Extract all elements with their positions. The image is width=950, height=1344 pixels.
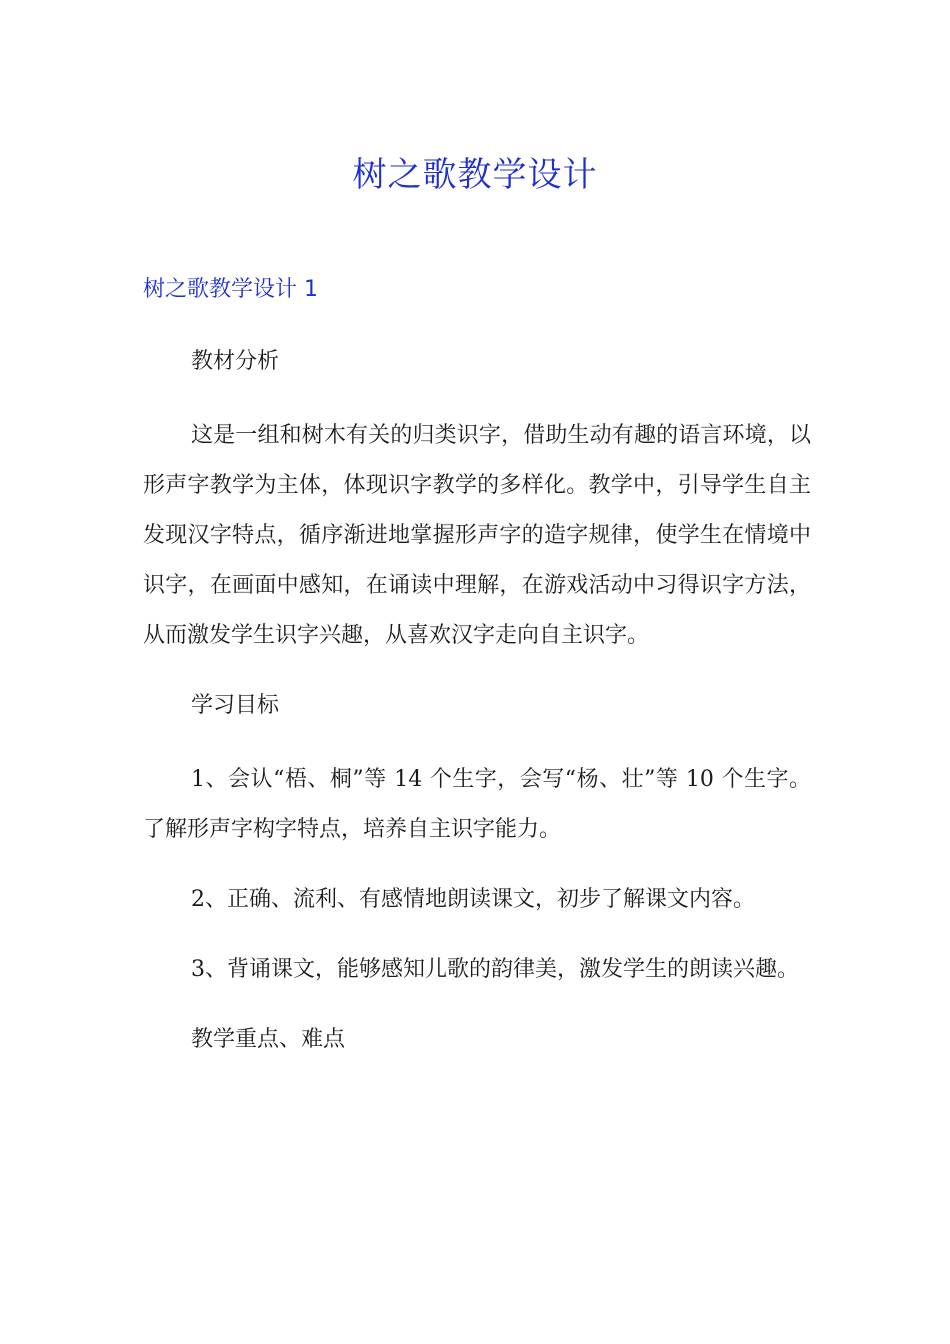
subheading-key-points: 教学重点、难点 xyxy=(191,1027,346,1052)
paragraph-goal-1: 1、会认“梧、桐”等 14 个生字，会写“杨、壮”等 10 个生字。了解形声字构字特点，培养自主识字能力。 xyxy=(143,767,811,842)
paragraph-goal-3: 3、背诵课文，能够感知儿歌的韵律美，激发学生的朗读兴趣。 xyxy=(191,957,799,982)
paragraph-goal-2: 2、正确、流利、有感情地朗读课文，初步了解课文内容。 xyxy=(191,887,755,912)
paragraph-analysis-body: 这是一组和树木有关的归类识字，借助生动有趣的语言环境，以形声字教学为主体，体现识字教学的多样化。教学中，引导学生自主发现汉字特点，循序渐进地掌握形声字的造字规律，使学生在情境中识字，在画面中感知，在诵读中理解，在游戏活动中习得识字方法，从而激发学生识字兴趣，从喜欢汉字走向自主识字。 xyxy=(143,423,811,648)
section-heading: 树之歌教学设计 1 xyxy=(143,277,318,302)
document-title: 树之歌教学设计 xyxy=(352,155,598,195)
subheading-learning-goals: 学习目标 xyxy=(191,693,280,718)
subheading-textbook-analysis: 教材分析 xyxy=(191,349,280,374)
document-body xyxy=(143,337,811,1089)
